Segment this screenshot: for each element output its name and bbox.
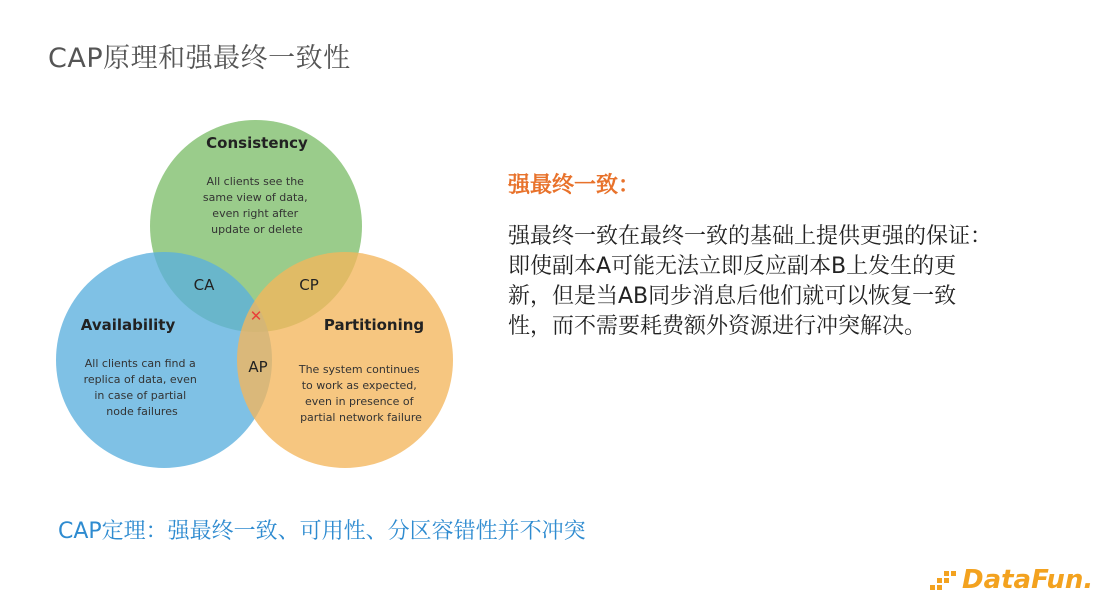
body-line: 即使副本A可能无法立即反应副本B上发生的更 <box>508 254 957 279</box>
section-body <box>508 222 1048 342</box>
availability-desc: All clients can find a replica of data, even in case of partial node failures <box>83 357 197 418</box>
body-line: 性，而不需要耗费额外资源进行冲突解决。 <box>508 314 927 339</box>
body-line: 强最终一致在最终一致的基础上提供更强的保证： <box>508 224 993 249</box>
ca-label: CA <box>193 276 215 294</box>
availability-title: Availability <box>80 316 176 334</box>
datafun-logo <box>930 562 1093 598</box>
center-cross-icon: ✕ <box>249 307 263 325</box>
page-title: CAP原理和强最终一致性 <box>48 43 351 74</box>
body-line: 新，但是当AB同步消息后他们就可以恢复一致 <box>508 284 957 309</box>
ap-label: AP <box>248 358 268 376</box>
section-title: 强最终一致： <box>508 173 641 198</box>
partitioning-circle <box>237 252 453 468</box>
logo-dots-icon <box>930 569 958 591</box>
consistency-desc: All clients see the same view of data, even right after update or delete <box>202 175 308 236</box>
cp-label: CP <box>299 276 319 294</box>
cap-venn-diagram <box>0 0 480 490</box>
partitioning-desc: The system continues to work as expected, even in presence of partial network failure <box>298 363 422 424</box>
partitioning-title: Partitioning <box>323 316 425 334</box>
consistency-title: Consistency <box>206 134 308 152</box>
logo-text: DataFun. <box>962 565 1093 595</box>
footer-note: CAP定理：强最终一致、可用性、分区容错性并不冲突 <box>58 519 586 544</box>
